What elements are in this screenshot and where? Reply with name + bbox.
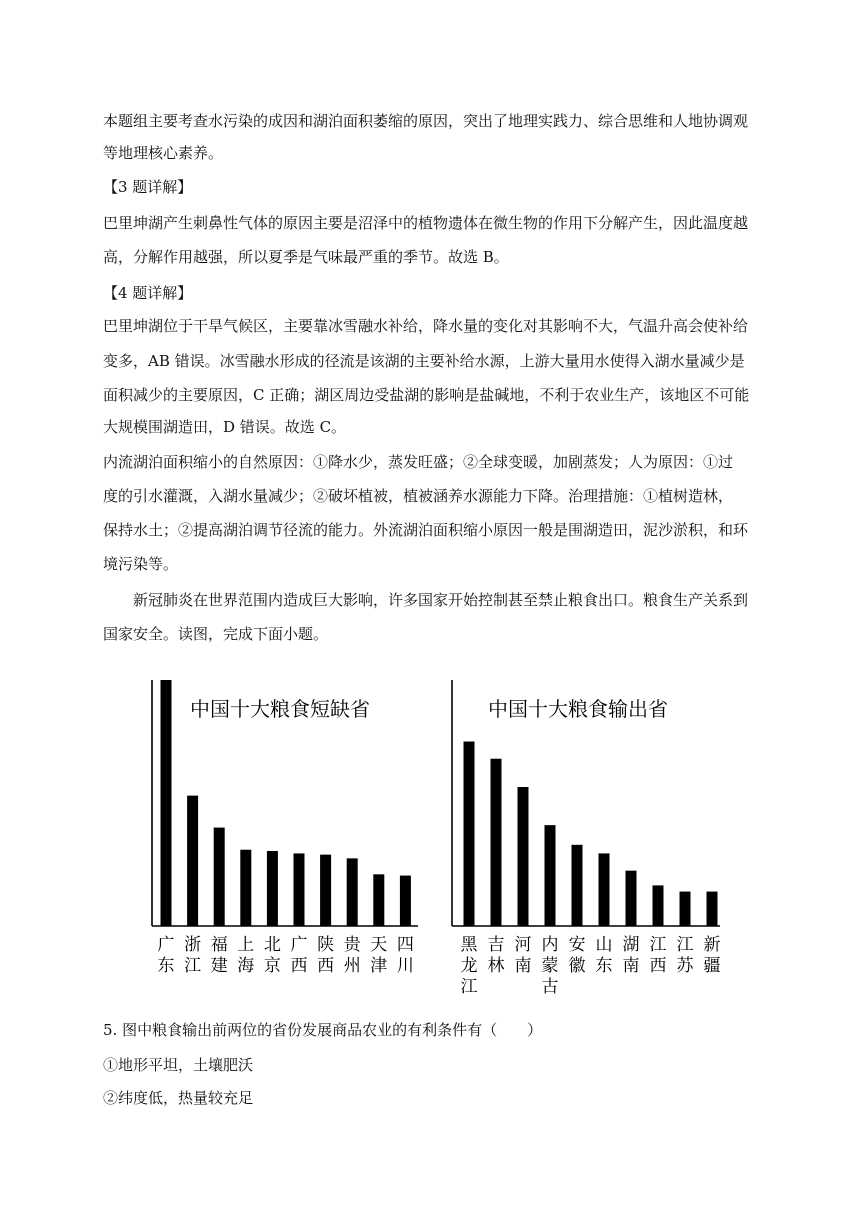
paragraph-line: 高，分解作用越强，所以夏季是气味最严重的季节。故选 B。 — [103, 248, 509, 266]
bar — [373, 874, 384, 926]
category-label: 西 — [649, 956, 667, 976]
category-label: 西 — [290, 956, 308, 976]
section-heading: 【3 题详解】 — [103, 178, 193, 196]
bar — [599, 853, 610, 926]
paragraph-line: 境污染等。 — [103, 555, 179, 573]
category-label: 吉 — [487, 935, 505, 955]
category-label: 南 — [514, 956, 532, 976]
paragraph-line: 本题组主要考查水污染的成因和湖泊面积萎缩的原因，突出了地理实践力、综合思维和人地协调观 — [103, 112, 749, 130]
category-label: 蒙 — [541, 956, 559, 976]
bar — [518, 787, 529, 926]
option-2: ②纬度低，热量较充足 — [103, 1089, 254, 1107]
grain-charts — [140, 670, 740, 1010]
category-label: 贵 — [343, 935, 361, 955]
charts-svg — [140, 670, 740, 1010]
bar — [464, 742, 475, 927]
paragraph-line: 变多，AB 错误。冰雪融水形成的径流是该湖的主要补给水源，上游大量用水使得入湖水量减少是 — [103, 352, 745, 370]
category-label: 浙 — [184, 935, 202, 955]
paragraph-line: 大规模围湖造田，D 错误。故选 C。 — [103, 418, 347, 436]
category-label: 江 — [649, 935, 667, 955]
category-label: 徽 — [568, 956, 586, 976]
category-label: 林 — [487, 956, 505, 976]
bar — [320, 855, 331, 926]
category-label: 津 — [370, 956, 388, 976]
category-label: 西 — [317, 956, 335, 976]
bar — [707, 892, 718, 926]
category-label: 川 — [396, 956, 414, 976]
bar — [240, 850, 251, 926]
category-label: 上 — [237, 935, 255, 955]
bar — [187, 796, 198, 926]
category-label: 东 — [157, 956, 175, 976]
category-label: 河 — [514, 935, 532, 955]
category-label: 安 — [568, 935, 586, 955]
category-label: 古 — [541, 977, 559, 997]
category-label: 福 — [210, 935, 228, 955]
category-label: 南 — [622, 956, 640, 976]
category-label: 疆 — [703, 956, 721, 976]
bar — [294, 853, 305, 926]
bar — [214, 828, 225, 926]
category-label: 苏 — [676, 956, 694, 976]
category-label: 内 — [541, 935, 559, 955]
category-label: 四 — [396, 935, 414, 955]
category-label: 江 — [460, 977, 478, 997]
paragraph-line: 巴里坤湖位于干旱气候区，主要靠冰雪融水补给，降水量的变化对其影响不大，气温升高会使补给 — [103, 317, 749, 335]
paragraph-line: 巴里坤湖产生刺鼻性气体的原因主要是沼泽中的植物遗体在微生物的作用下分解产生，因此温度越 — [103, 214, 749, 232]
category-label: 新 — [703, 935, 721, 955]
category-label: 江 — [676, 935, 694, 955]
paragraph-line: 新冠肺炎在世界范围内造成巨大影响，许多国家开始控制甚至禁止粮食出口。粮食生产关系到 — [133, 591, 749, 609]
paragraph-line: 内流湖泊面积缩小的自然原因：①降水少，蒸发旺盛；②全球变暖，加剧蒸发；人为原因：①过 — [103, 453, 734, 471]
category-label: 京 — [263, 956, 281, 976]
category-label: 山 — [595, 935, 613, 955]
category-label: 北 — [263, 935, 281, 955]
paragraph-line: 等地理核心素养。 — [103, 144, 224, 162]
bar — [347, 858, 358, 926]
bar — [572, 845, 583, 926]
category-label: 湖 — [622, 935, 640, 955]
bar — [626, 871, 637, 926]
chart-title: 中国十大粮食输出省 — [488, 697, 668, 721]
bar — [267, 851, 278, 926]
paragraph-line: 度的引水灌溉，入湖水量减少；②破坏植被，植被涵养水源能力下降。治理措施：①植树造林， — [103, 487, 734, 505]
bar — [491, 759, 502, 926]
category-label: 广 — [157, 935, 175, 955]
bar — [545, 825, 556, 926]
question-stem: 5. 图中粮食输出前两位的省份发展商品农业的有利条件有（ ） — [103, 1021, 543, 1039]
paragraph-line: 保持水土；②提高湖泊调节径流的能力。外流湖泊面积缩小原因一般是围湖造田，泥沙淤积，和环 — [103, 521, 749, 539]
bar — [161, 680, 172, 926]
paragraph-line: 国家安全。读图，完成下面小题。 — [103, 625, 329, 643]
category-label: 东 — [595, 956, 613, 976]
section-heading: 【4 题详解】 — [103, 284, 193, 302]
option-1: ①地形平坦，土壤肥沃 — [103, 1056, 254, 1074]
paragraph-line: 面积减少的主要原因，C 正确；湖区周边受盐湖的影响是盐碱地，不利于农业生产，该地区不可能 — [103, 386, 750, 404]
category-label: 广 — [290, 935, 308, 955]
category-label: 海 — [237, 956, 255, 976]
category-label: 江 — [184, 956, 202, 976]
category-label: 州 — [343, 956, 361, 976]
category-label: 建 — [210, 956, 228, 976]
category-label: 陕 — [317, 935, 335, 955]
bar — [653, 885, 664, 926]
category-label: 龙 — [460, 956, 478, 976]
category-label: 天 — [370, 935, 388, 955]
chart-title: 中国十大粮食短缺省 — [190, 697, 370, 721]
bar — [680, 892, 691, 926]
category-label: 黑 — [460, 935, 478, 955]
bar — [400, 876, 411, 926]
